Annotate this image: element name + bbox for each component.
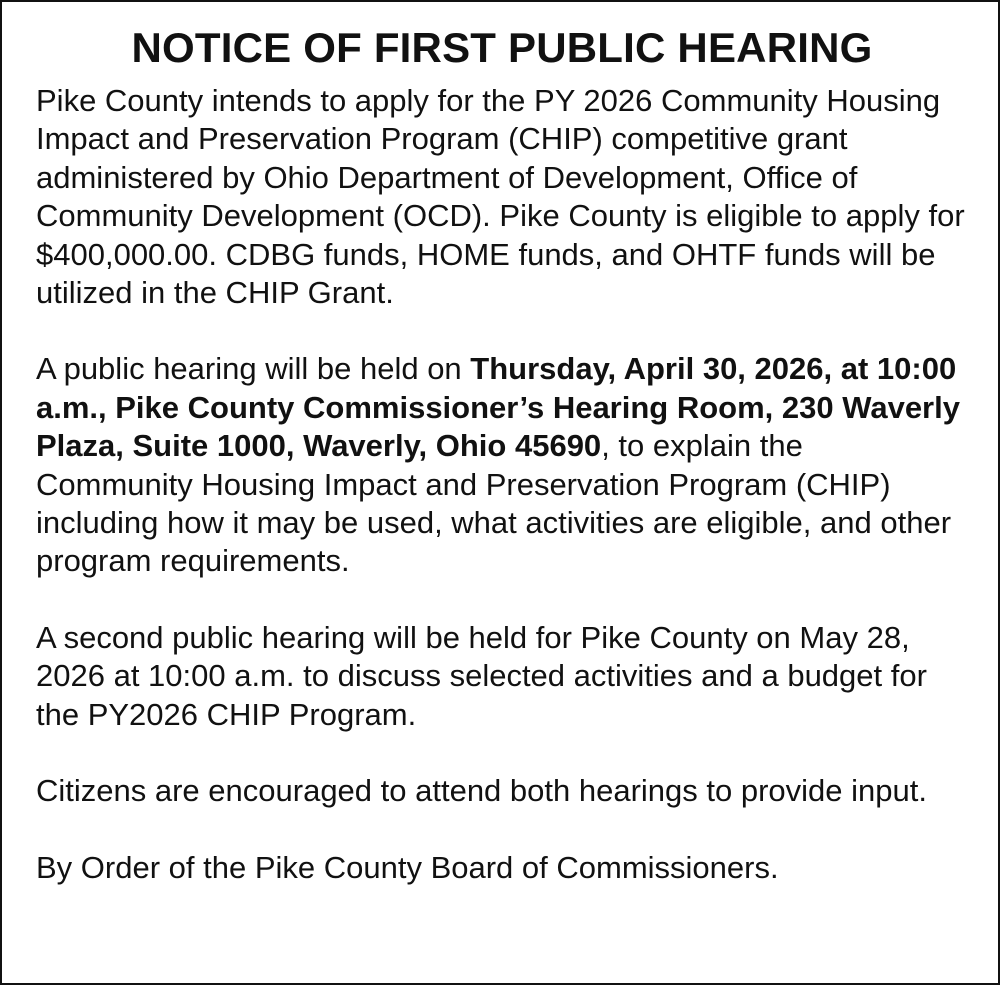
hearing-date-location: Thursday, April 30, 2026, at 10:00 a.m., Pike County Commissioner’s Hearing Room, 230 Waverly Plaza, Suite 1000, Waverly, Ohio 45690 (36, 351, 960, 464)
paragraph-grant-application: Pike County intends to apply for the PY 2026 Community Housing Impact and Preservation Program (CHIP) competitive grant administered by Ohio Department of Development, Office of Community Development (OCD). Pike County is eligible to apply for $400,000.00. CDBG funds, HOME funds, and OHTF funds will be utilized in the CHIP Grant. (36, 83, 965, 311)
paragraph-second-hearing: A second public hearing will be held for Pike County on May 28, 2026 at 10:00 a.m. to discuss selected activities and a budget for the PY2026 CHIP Program. (36, 619, 927, 732)
paragraph-signature-line: By Order of the Pike County Board of Commissioners. (36, 849, 779, 885)
paragraph-first-hearing (36, 350, 968, 580)
hearing-lead-text: A public hearing will be held on (36, 351, 471, 387)
notice-title: NOTICE OF FIRST PUBLIC HEARING (131, 24, 873, 71)
paragraph-citizen-encouragement: Citizens are encouraged to attend both hearings to provide input. (36, 773, 927, 809)
hearing-purpose-text: , to explain the Community Housing Impact and Preservation Program (CHIP) including how it may be used, what activities are eligible, and other program requirements. (36, 428, 952, 579)
